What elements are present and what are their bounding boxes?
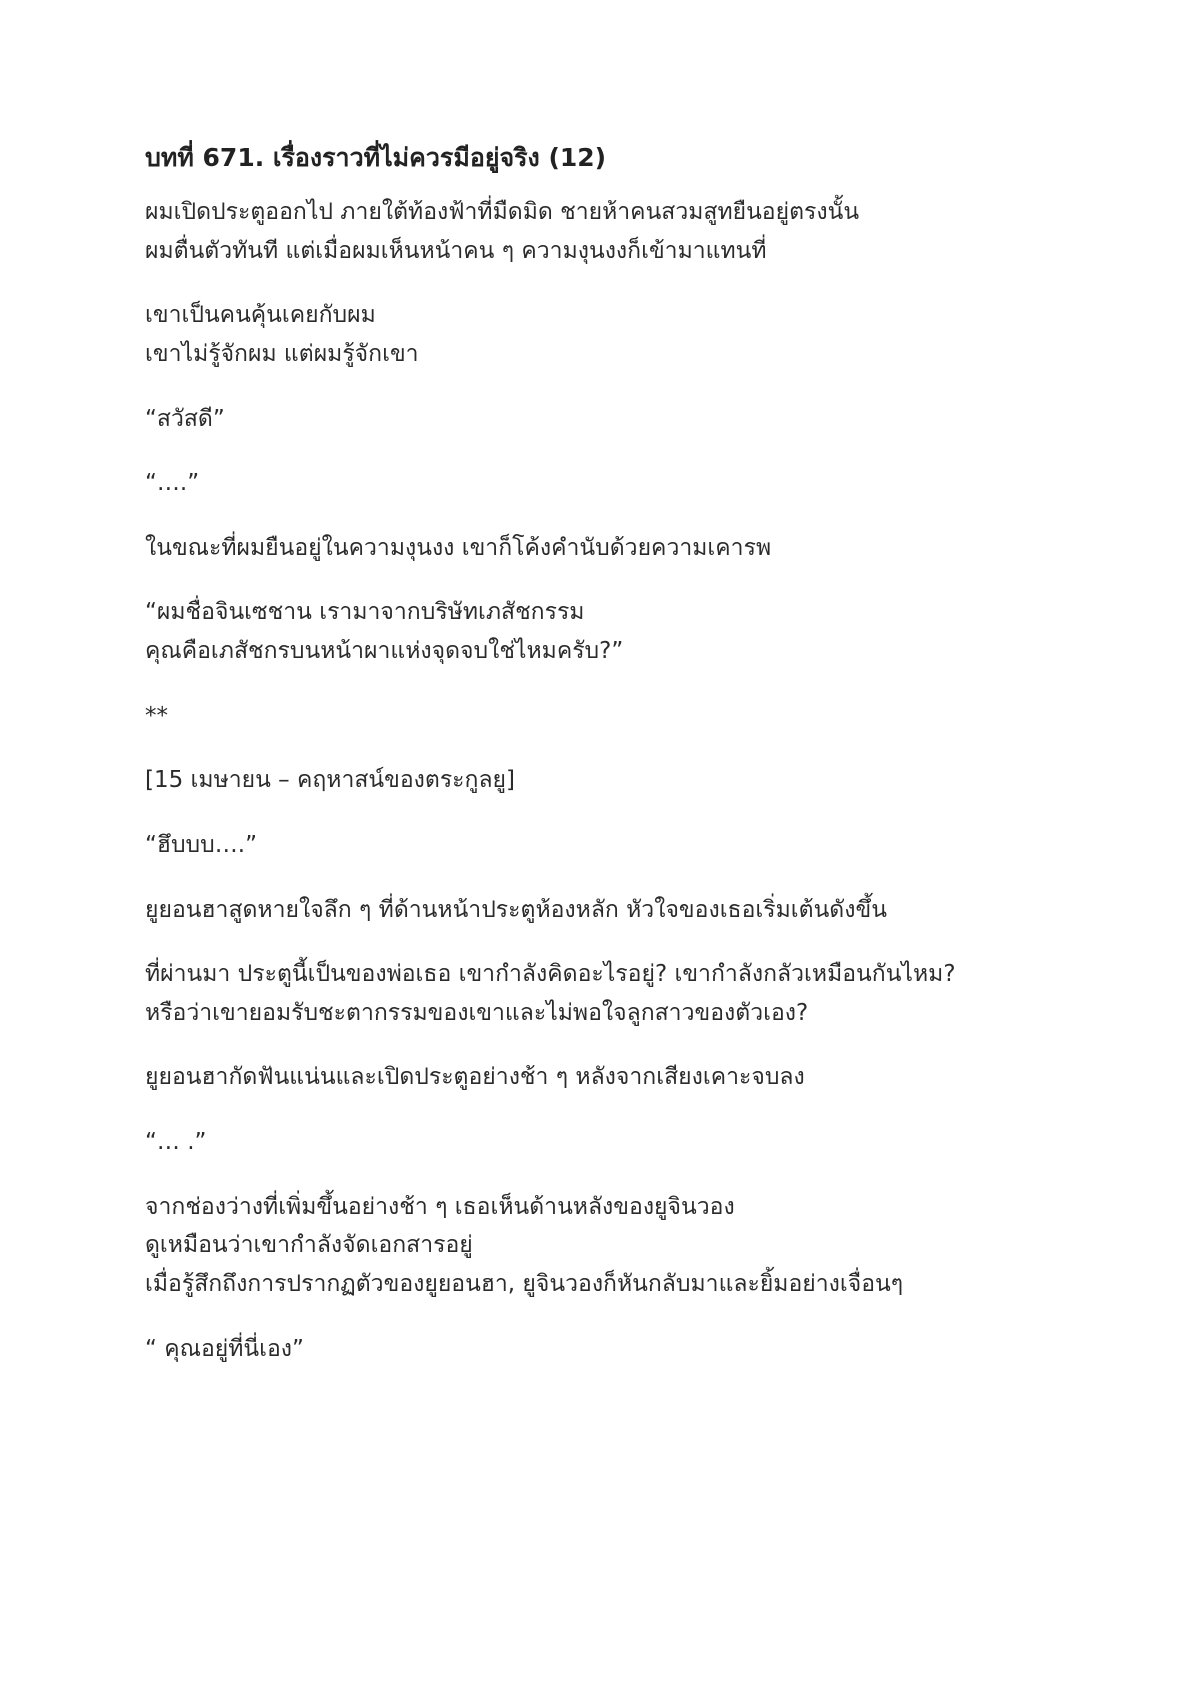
paragraph-line: คุณคือเภสัชกรบนหน้าผาแห่งจุดจบใช่ไหมครับ?” — [145, 638, 624, 664]
paragraph-line: “ฮึบบบ….” — [145, 831, 257, 858]
paragraph-line: ในขณะที่ผมยืนอยู่ในความงุนงง เขาก็โค้งคำนับด้วยความเคารพ — [145, 534, 772, 561]
paragraph-line: “ คุณอยู่ที่นี่เอง” — [145, 1335, 304, 1362]
paragraph — [145, 1188, 1045, 1304]
paragraph — [145, 400, 1045, 439]
paragraph-line: “….” — [145, 470, 200, 497]
paragraph — [145, 1330, 1045, 1369]
paragraph — [145, 464, 1045, 503]
paragraph-line: เขาเป็นคนคุ้นเคยกับผม — [145, 302, 376, 329]
paragraph-line: ที่ผ่านมา ประตูนี้เป็นของพ่อเธอ เขากำลังคิดอะไรอยู่? เขากำลังกลัวเหมือนกันไหม? — [145, 961, 956, 988]
paragraph-list — [145, 193, 1045, 1368]
paragraph-line: ยูยอนฮากัดฟันแน่นและเปิดประตูอย่างช้า ๆ หลังจากเสียงเคาะจบลง — [145, 1064, 805, 1091]
paragraph — [145, 593, 1045, 670]
paragraph-line: [15 เมษายน – คฤหาสน์ของตระกูลยู] — [145, 767, 515, 794]
paragraph-line: ยูยอนฮาสูดหายใจลึก ๆ ที่ด้านหน้าประตูห้องหลัก หัวใจของเธอเริ่มเต้นดังขึ้น — [145, 896, 887, 923]
paragraph-line: เขาไม่รู้จักผม แต่ผมรู้จักเขา — [145, 340, 419, 367]
paragraph-line: จากช่องว่างที่เพิ่มขึ้นอย่างช้า ๆ เธอเห็นด้านหลังของยูจินวอง — [145, 1193, 735, 1220]
paragraph — [145, 193, 1045, 270]
paragraph-line: “… .” — [145, 1129, 207, 1155]
paragraph — [145, 955, 1045, 1032]
paragraph-line: ดูเหมือนว่าเขากำลังจัดเอกสารอยู่ — [145, 1232, 473, 1259]
paragraph-line: “สวัสดี” — [145, 405, 225, 432]
paragraph — [145, 697, 1045, 736]
paragraph — [145, 1123, 1045, 1162]
paragraph-line: ผมเปิดประตูออกไป ภายใต้ท้องฟ้าที่มืดมิด ชายห้าคนสวมสูทยืนอยู่ตรงนั้น — [145, 199, 860, 225]
paragraph-line: “ผมชื่อจินเซชาน เรามาจากบริษัทเภสัชกรรม — [145, 599, 585, 626]
paragraph — [145, 761, 1045, 800]
paragraph-line: ผมตื่นตัวทันที แต่เมื่อผมเห็นหน้าคน ๆ ความงุนงงก็เข้ามาแทนที่ — [145, 237, 767, 264]
paragraph — [145, 296, 1045, 373]
paragraph-line: เมื่อรู้สึกถึงการปรากฏตัวของยูยอนฮา, ยูจินวองก็หันกลับมาและยิ้มอย่างเจื่อนๆ — [145, 1270, 904, 1297]
paragraph — [145, 891, 1045, 930]
document-body — [145, 140, 1045, 1394]
chapter-title: บทที่ 671. เรื่องราวที่ไม่ควรมีอยู่จริง (12) — [145, 143, 607, 172]
paragraph — [145, 826, 1045, 865]
paragraph — [145, 529, 1045, 568]
paragraph-line: หรือว่าเขายอมรับชะตากรรมของเขาและไม่พอใจลูกสาวของตัวเอง? — [145, 999, 809, 1026]
paragraph — [145, 1058, 1045, 1097]
paragraph-line: ** — [145, 702, 168, 729]
